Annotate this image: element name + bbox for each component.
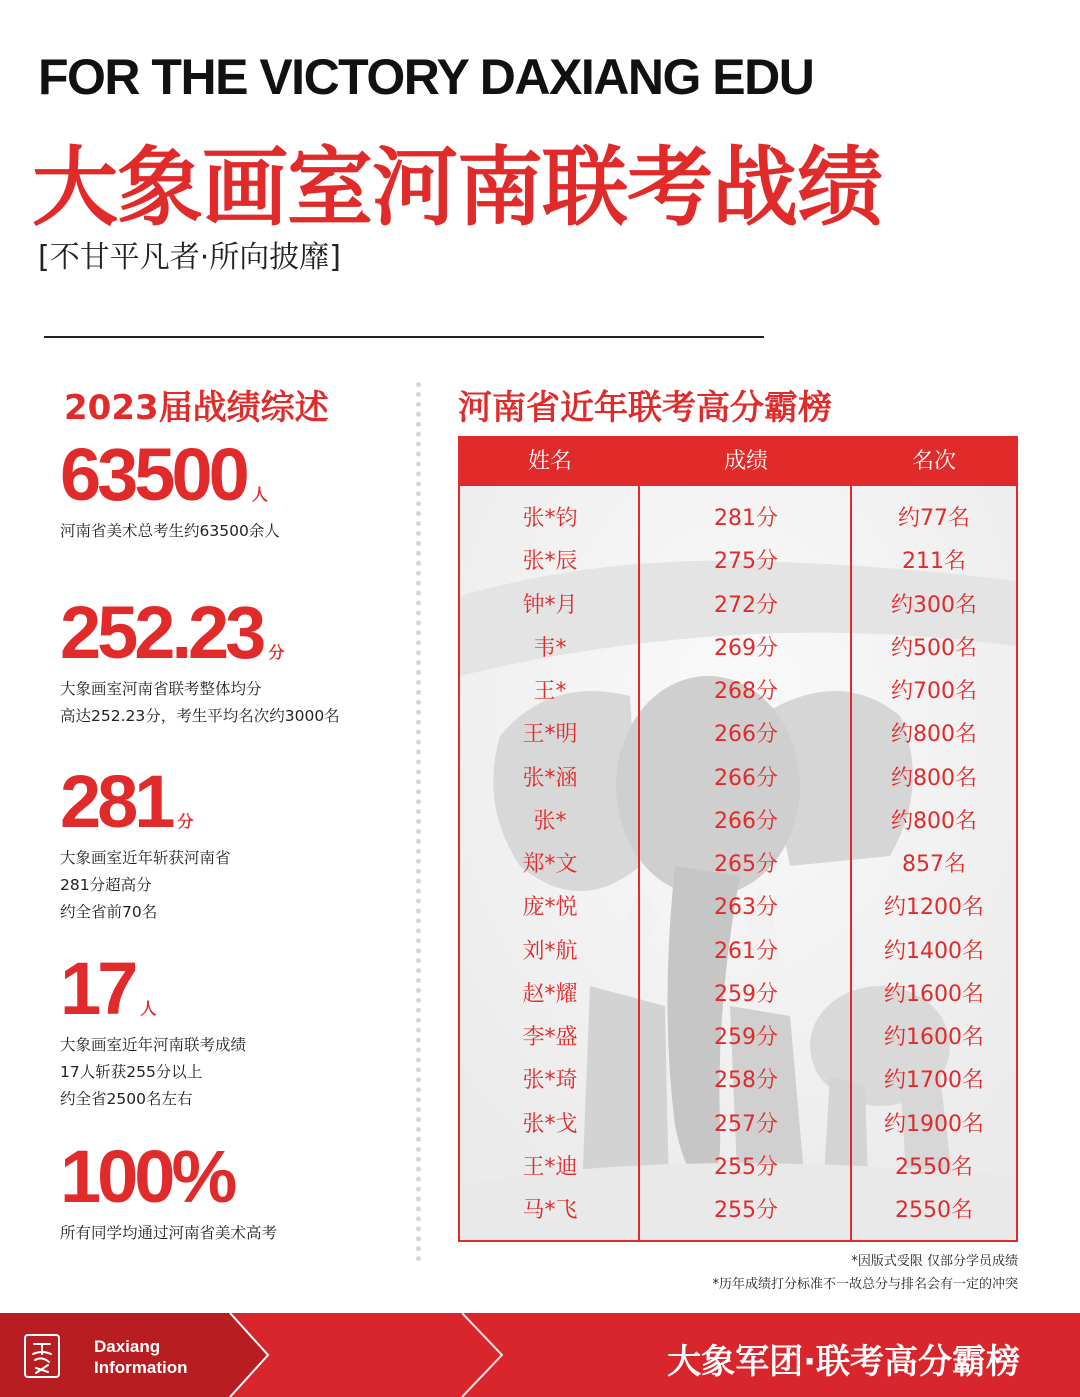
- stat-average-score: [60, 591, 340, 730]
- cell-score: 272分: [714, 592, 778, 618]
- cell-name: 韦*: [533, 635, 567, 661]
- column-divider: [416, 382, 421, 1262]
- table-row: [460, 843, 1016, 886]
- cell-name: 马*飞: [522, 1198, 578, 1223]
- cell-score: 275分: [714, 549, 778, 575]
- cell-name: 钟*月: [522, 592, 578, 618]
- table-row: [460, 540, 1016, 583]
- cell-name: 王*: [533, 679, 567, 704]
- cell-score: 261分: [714, 938, 778, 964]
- stat-desc-line: 大象画室近年斩获河南省: [60, 849, 231, 867]
- table-row: [460, 497, 1016, 540]
- slogan: [不甘平凡者·所向披靡]: [38, 240, 341, 275]
- stat-total-candidates: [60, 433, 280, 545]
- cell-rank: 2550名: [895, 1154, 973, 1180]
- cell-score: 257分: [714, 1111, 778, 1137]
- cell-score: 255分: [714, 1154, 778, 1180]
- table-row: [460, 800, 1016, 843]
- cell-rank: 约1400名: [884, 938, 984, 964]
- cell-score: 266分: [714, 722, 778, 748]
- ranking-table: [458, 436, 1018, 1242]
- page-title: 大象画室河南联考战绩: [32, 138, 882, 238]
- cell-score: 263分: [714, 895, 778, 921]
- cell-score: 269分: [714, 635, 778, 661]
- stat-desc-line: 河南省美术总考生约63500余人: [60, 522, 280, 540]
- table-row: [460, 1189, 1016, 1232]
- table-row: [460, 886, 1016, 929]
- cell-rank: 857名: [902, 852, 966, 877]
- table-row: [460, 713, 1016, 756]
- cell-score: 265分: [714, 852, 778, 877]
- cell-score: 259分: [714, 1025, 778, 1050]
- cell-name: 李*盛: [522, 1025, 578, 1050]
- cell-score: 266分: [714, 808, 778, 834]
- stat-desc-line: 大象画室近年河南联考成绩: [60, 1036, 247, 1054]
- stat-desc-line: 17人斩获255分以上: [60, 1063, 203, 1081]
- cell-name: 郑*文: [522, 852, 578, 877]
- cell-rank: 211名: [902, 549, 966, 575]
- cell-name: 张*钧: [522, 506, 578, 531]
- table-row: [460, 930, 1016, 973]
- cell-rank: 约1900名: [884, 1111, 984, 1137]
- cell-rank: 约1200名: [884, 895, 984, 921]
- footer-slogan: 大象军团·联考高分霸榜: [667, 1342, 1020, 1382]
- cell-rank: 约1700名: [884, 1068, 984, 1094]
- footnote: *历年成绩打分标准不一故总分与排名会有一定的冲突: [712, 1277, 1018, 1292]
- cell-rank: 约500名: [891, 635, 977, 661]
- cell-score: 281分: [714, 506, 778, 531]
- table-row: [460, 627, 1016, 670]
- cell-name: 张*琦: [522, 1068, 578, 1094]
- cell-score: 259分: [714, 981, 778, 1007]
- table-header: [460, 438, 1016, 486]
- cell-score: 255分: [714, 1198, 778, 1223]
- header-divider: [44, 336, 764, 338]
- stat-high-scorers: [60, 947, 247, 1113]
- stat-value: 281: [60, 760, 172, 843]
- footnote: *因版式受限 仅部分学员成绩: [851, 1254, 1018, 1269]
- cell-rank: 约800名: [891, 765, 977, 791]
- table-body: [460, 497, 1016, 1232]
- stat-value: 100%: [60, 1135, 234, 1218]
- ranking-heading: 河南省近年联考高分霸榜: [458, 388, 832, 428]
- cell-rank: 约1600名: [884, 1025, 984, 1050]
- stat-unit: 人: [140, 1001, 157, 1018]
- stat-unit: 分: [268, 645, 285, 662]
- table-row: [460, 1146, 1016, 1189]
- cell-score: 266分: [714, 765, 778, 791]
- daxiang-seal-icon: [22, 1332, 62, 1380]
- stat-value: 17: [60, 947, 135, 1030]
- cell-name: 张*辰: [522, 549, 578, 575]
- table-row: [460, 973, 1016, 1016]
- cell-score: 268分: [714, 679, 778, 704]
- cell-rank: 约700名: [891, 679, 977, 704]
- english-title: FOR THE VICTORY DAXIANG EDU: [38, 49, 814, 105]
- column-header-score: 成绩: [723, 449, 768, 474]
- stat-desc-line: 约全省前70名: [60, 903, 158, 921]
- stat-desc-line: 281分超高分: [60, 876, 152, 894]
- column-header-name: 姓名: [527, 449, 572, 474]
- table-row: [460, 584, 1016, 627]
- stat-desc-line: 高达252.23分，考生平均名次约3000名: [60, 707, 340, 725]
- summary-heading: 2023届战绩综述: [64, 388, 329, 428]
- table-row: [460, 670, 1016, 713]
- cell-name: 张*: [533, 808, 567, 834]
- cell-rank: 约800名: [891, 722, 977, 748]
- cell-rank: 约800名: [891, 808, 977, 834]
- cell-name: 王*迪: [522, 1154, 578, 1180]
- stat-value: 252.23: [60, 591, 263, 674]
- table-row: [460, 757, 1016, 800]
- stat-unit: 分: [177, 814, 194, 831]
- table-row: [460, 1103, 1016, 1146]
- stat-unit: 人: [251, 487, 268, 504]
- stat-desc-line: 约全省2500名左右: [60, 1090, 193, 1108]
- column-header-rank: 名次: [911, 449, 956, 474]
- stat-top-score: [60, 760, 231, 926]
- table-row: [460, 1016, 1016, 1059]
- footer-brand-label: [94, 1336, 188, 1378]
- cell-rank: 约77名: [898, 506, 970, 531]
- table-row: [460, 1059, 1016, 1102]
- stat-desc-line: 大象画室河南省联考整体均分: [60, 680, 262, 698]
- footer-brand-line: Daxiang: [94, 1337, 161, 1356]
- cell-name: 庞*悦: [522, 895, 578, 921]
- cell-rank: 约1600名: [884, 981, 984, 1007]
- stat-pass-rate: [60, 1135, 278, 1247]
- stat-desc-line: 所有同学均通过河南省美术高考: [60, 1224, 278, 1242]
- cell-name: 王*明: [522, 722, 578, 748]
- cell-score: 258分: [714, 1068, 778, 1094]
- cell-name: 张*涵: [522, 765, 578, 791]
- cell-name: 张*戈: [522, 1111, 578, 1137]
- footer-brand-line: Information: [94, 1358, 188, 1377]
- cell-name: 赵*耀: [522, 981, 578, 1007]
- cell-rank: 2550名: [895, 1198, 973, 1223]
- cell-rank: 约300名: [891, 592, 977, 618]
- cell-name: 刘*航: [522, 938, 578, 964]
- stat-value: 63500: [60, 433, 246, 516]
